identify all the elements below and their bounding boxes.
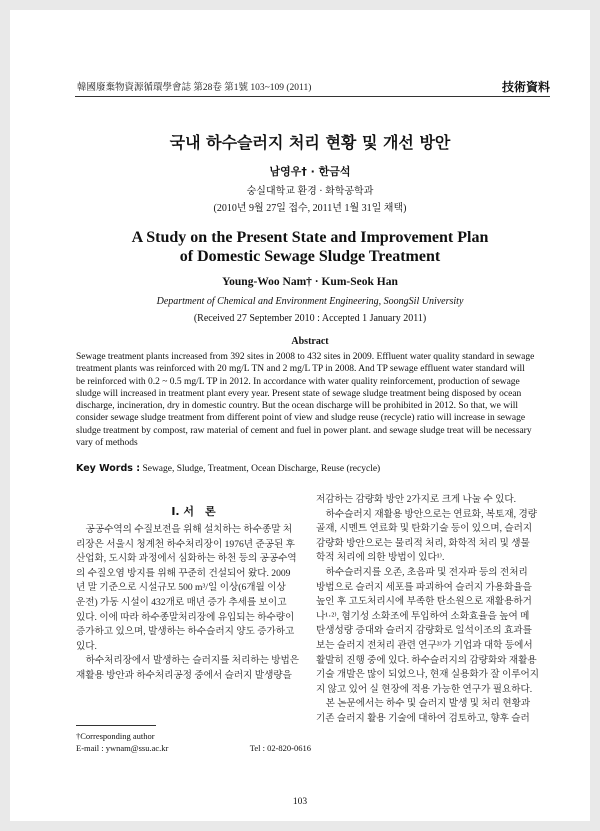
author-tel: Tel : 02-820-0616 xyxy=(249,743,311,753)
left-column xyxy=(76,523,311,684)
abstract-line: Sewage treatment plants increased from 392 sites in 2008 to 432 sites in 2009. Effluent water quality standard in sewage xyxy=(76,352,535,362)
title-english-line-2: of Domestic Sewage Sludge Treatment xyxy=(179,248,441,265)
abstract-line: sludge will increased in treatment plant every year. Present state of sewage sludge treatment being disposed by ocean xyxy=(76,388,522,399)
left-column-line: 운전) 가동 시설이 432개로 매년 증가 추세를 보이고 xyxy=(76,596,287,608)
abstract-line: sludge treatment by compost, raw material of cement and fuel in power plant. and sewage sludge treat will be necessary xyxy=(76,425,532,436)
author-email: E-mail : ywnam@ssu.ac.kr xyxy=(76,743,169,753)
abstract-line: vary of methods xyxy=(76,438,138,449)
left-column-line: 년 말 기준으로 시설규모 500 m³/일 이상(6개월 이상 xyxy=(76,582,286,594)
right-column-line: 하수슬러지를 오존, 초음파 및 전자파 등의 전처리 xyxy=(316,566,528,578)
footnote-divider xyxy=(76,725,156,726)
right-column-line: 활발히 진행 중에 있다. 하수슬러지의 감량화와 재활용 xyxy=(316,654,537,666)
received-english: (Received 27 September 2010 : Accepted 1 January 2011) xyxy=(193,313,427,324)
right-column-line: 골재, 시멘트 연료화 및 탄화기술 등이 있으며, 슬러지 xyxy=(316,523,533,535)
page-number: 103 xyxy=(292,797,308,807)
right-column-line: 본 논문에서는 하수 및 슬러지 발생 및 처리 현황과 xyxy=(316,698,531,710)
right-column-line: 감량화 방안으로는 물리적 처리, 화학적 처리 및 생물 xyxy=(316,537,530,549)
corresponding-author: †Corresponding author xyxy=(76,731,155,741)
right-column xyxy=(316,493,551,727)
right-column-line: 하수슬러지 재활용 방안으로는 연료화, 복토재, 경량 xyxy=(316,508,538,520)
left-column-line: 있다. 이에 따라 하수종말처리장에 유입되는 하수량이 xyxy=(76,611,295,623)
title-korean: 국내 하수슬러지 처리 현황 및 개선 방안 xyxy=(169,133,451,152)
header-divider xyxy=(75,96,550,97)
right-column-line: 학적 처리에 의한 방법이 있다¹⁾. xyxy=(316,552,445,564)
abstract-line: discharge, incineration, dry in domestic country. But the ocean discharge will be prohibited in 2012. So that, we will xyxy=(76,401,519,412)
right-column-line: 보는 슬러지 전처리 관련 연구³⁾가 기업과 대학 등에서 xyxy=(316,639,533,651)
left-column-line: 공공수역의 수질보전을 위해 설치하는 하수종말 처 xyxy=(76,524,293,535)
keywords-text: Sewage, Sludge, Treatment, Ocean Discharge, Reuse (recycle) xyxy=(140,464,381,474)
right-column-line: 지 않고 있어 실 현장에 적용 가능한 연구가 필요하다. xyxy=(316,683,533,695)
title-english xyxy=(70,228,550,266)
title-english-line-1: A Study on the Present State and Improvement Plan xyxy=(131,229,489,246)
right-column-line: 나¹·²⁾, 혐기성 소화조에 투입하여 소화효율을 높여 메 xyxy=(316,610,530,622)
abstract-body xyxy=(76,351,550,449)
journal-header: 韓國廢棄物資源循環學會誌 第28卷 第1號 103~109 (2011) xyxy=(77,83,312,93)
left-column-line: 재활용 방안과 하수처리공정 중에서 슬러지 발생량을 xyxy=(76,669,292,681)
right-column-line: 기술 개발은 많이 되었으나, 현재 실용화가 잘 이루어지 xyxy=(316,669,540,681)
left-column-line: 있다. xyxy=(76,640,97,652)
abstract-heading: Abstract xyxy=(291,336,329,347)
abstract-line: consider sewage sludge treatment from different point of view and sludge reuse (recycle) ratio will increase in sewage xyxy=(76,413,526,424)
right-column-line: 저감하는 감량화 방안 2가지로 크게 나눌 수 있다. xyxy=(316,494,517,505)
right-column-line: 높인 후 고도처리시에 부족한 탄소원으로 재활용하거 xyxy=(316,596,532,608)
authors-korean: 남영우† · 한금석 xyxy=(269,165,351,178)
section-label: 技術資料 xyxy=(501,80,550,94)
footnote xyxy=(76,730,311,754)
abstract-line: be reinforced with 0.2 ~ 0.5 mg/L TP in 2012. In accordance with water quality reinforcement, production of sewage xyxy=(76,376,520,387)
section-heading-introduction: I. 서 론 xyxy=(171,505,216,518)
authors-english: Young-Woo Nam† · Kum-Seok Han xyxy=(222,276,398,288)
right-column-line: 기존 슬러지 활용 기술에 대하여 검토하고, 향후 슬러 xyxy=(316,712,530,724)
left-column-line: 산업화, 도시화 과정에서 심화하는 하천 등의 공공수역 xyxy=(76,553,297,565)
keywords-label: Key Words : xyxy=(76,463,141,474)
left-column-line: 의 수질오염 방지를 위해 꾸준히 건설되어 왔다. 2009 xyxy=(76,567,291,579)
keywords xyxy=(76,463,380,474)
received-korean: (2010년 9월 27일 접수, 2011년 1월 31일 채택) xyxy=(213,203,407,214)
affiliation-korean: 숭실대학교 환경 · 화학공학과 xyxy=(246,186,374,197)
affiliation-english: Department of Chemical and Environment Engineering, SoongSil University xyxy=(156,296,464,307)
left-column-line: 리장은 서울시 청계천 하수처리장이 1976년 준공된 후 xyxy=(76,538,295,550)
right-column-line: 방법으로 슬러지 세포를 파괴하여 슬러지 가용화율을 xyxy=(316,581,532,593)
left-column-line: 하수처리장에서 발생하는 슬러지를 처리하는 방법은 xyxy=(76,655,300,667)
paper-page xyxy=(10,10,590,821)
abstract-line: treatment plants was reinforced with 20 mg/L TN and 2 mg/L TP in 2008. And TP sewage effluent water standard will xyxy=(76,364,525,375)
right-column-line: 탄생성량 증대와 슬러지 감량화로 일석이조의 효과를 xyxy=(316,625,532,637)
left-column-line: 증가하고 있으며, 발생하는 하수슬러지 양도 증가하고 xyxy=(76,626,295,638)
